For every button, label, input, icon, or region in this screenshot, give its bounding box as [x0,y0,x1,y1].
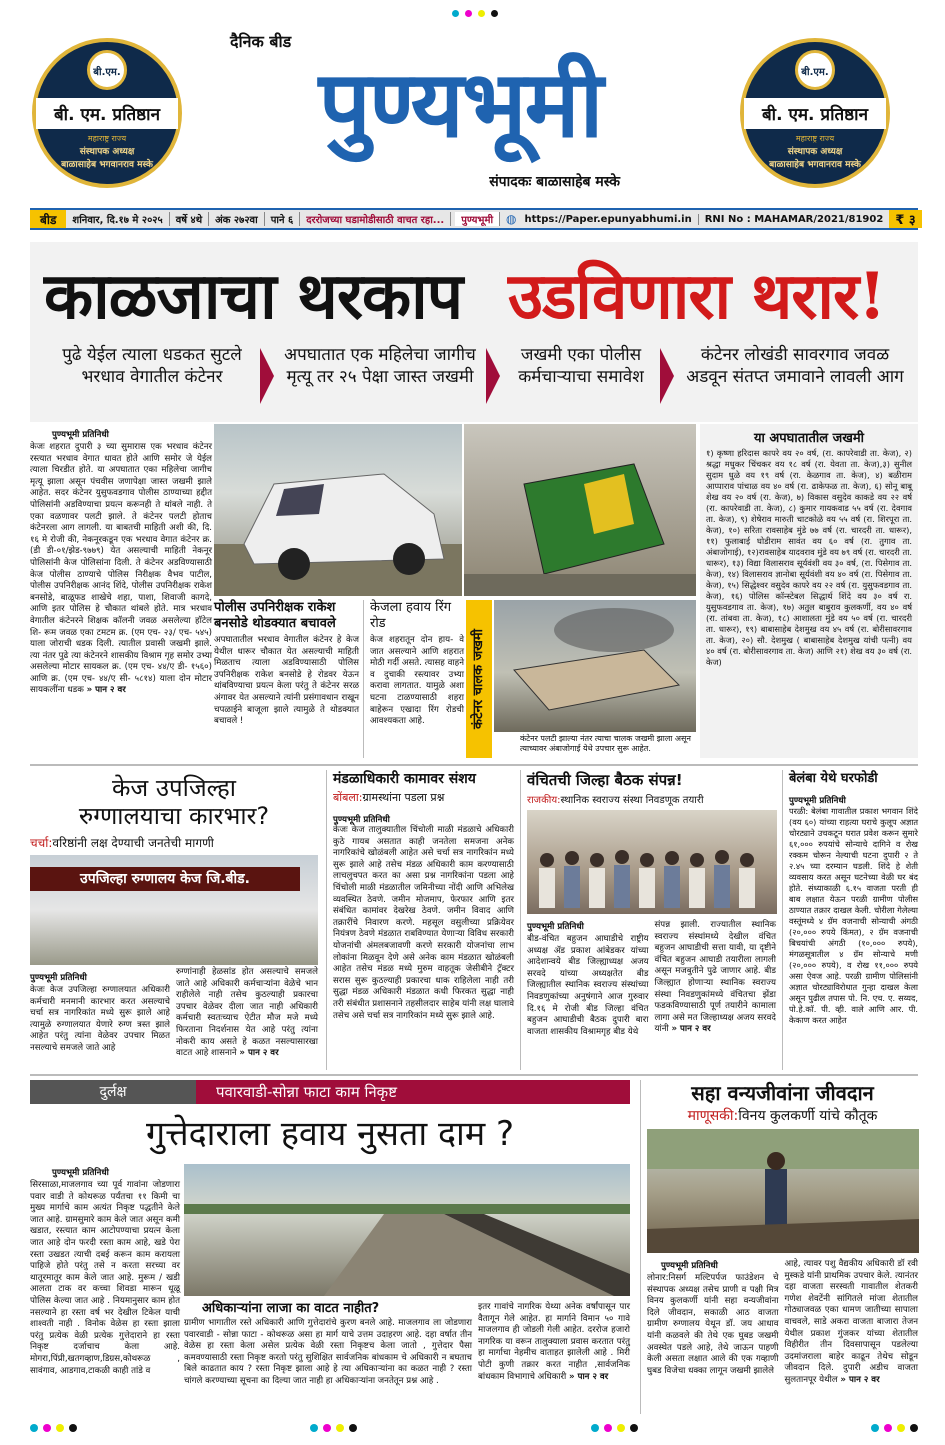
lead-body: केजः शहरात दुपारी ३ च्या सुमारास एक भरधाव कंटेनर रस्त्यात भरधाव वेगात धावत होते आणि समोर जे येईल त्याला चिरडीत होते. या अपघातात एका महिलेचा जागीच मृत्यू झाला असून पंचवीस जणापेक्षा जास्त जखमी झाले आहेत. सदर कंटेनर युसुफवडगाव पोलीस ठाण्याच्या हद्दीत पोलिसांनी अडविण्याचा प्रयत्न करूनही ते थांबले नाही. ते एका वळणावर पलटी झाले. ते कंटेनर पलटी होताच कंटेनरला आग लागली. या बाबतची माहिती अशी की, दि. १६ मे रोजी की, नेकनूरकडून एक भरधाव वेगात कंटेनर क्र. (डी डी-०१/झेड-९७७९) येत असल्याची माहिती नेकनूर पोलिसांनी केज पोलिसांना दिली. ते कंटेनर अडविण्यासाठी केज पोलीस ठाण्याचे पोलिस निरीक्षक वैभव पाटील, पोलीस उपनिरीक्षक आनंद शिंदे, पोलीस उपनिरीक्षक राकेश बनसोडे, बाळूफड शाखेचे शहा, पाशा, शिवाजी कागदे, आणि इतर पोलिस हे चौकात थांबले होते. मात्र भरधाव वेगातील कंटेनरने शिक्षक कॉलनी जवळ असलेल्या हॉटेल शि- रूम जवळ एका टमटम क्र. (एम एच- २३/ एच- ५४५) याला जोराची धडक दिली. त्यातील प्रवासी जखमी झाले. त्या नंतर पुढे त्या कंटेनरने शासकीय विश्राम गृह समोर उभ्या असलेल्या मोटार सायकल क्र. (एम एच- ४४/ए डी- १५६०) आणि क्र. (एम एच- ४४/ए सी- ५८१४) याला दोन मोटार सायकलींना धडक » पान २ वर [30,442,212,696]
seal-founder-name: बाळासाहेब भगवानराव मस्के [61,160,153,170]
story-deck: चर्चा:वरिष्ठांनी लक्ष देण्याची जनतेची मागणी [30,836,214,850]
section-label: दुर्लक्ष [99,1084,127,1100]
daily-label: दैनिक बीड [230,32,292,51]
injured-list-box [700,424,918,758]
seal-founder-name: बाळासाहेब भगवानराव मस्के [769,160,861,170]
highlight-item: कंटेनर लोखंडी सावरगाव जवळ अडवून संतप्त जमावाने लावली आग [686,345,904,387]
vanchit-meeting-story [520,770,776,1070]
seal-founder-label: संस्थापक अध्यक्ष [787,147,843,157]
city-label: बीड [30,210,66,228]
lead-headline-red: उडविणारा थरार! [508,259,886,334]
story-byline: पुण्यभूमी प्रतिनिधी [789,796,846,806]
story-headline: अधिकाऱ्यांना लाजा का वाटत नाहीत? [202,1301,380,1316]
story-body: परळी: बेलंबा गावातील प्रकाश भगवान शिंदे (वय ६०) यांच्या राहत्या घराचे कुलूप अज्ञात चोरट्याने उचकटून घरात प्रवेश करून सुमारे ६१,००० रुपयांचे सोन्याचे दागिने व रोख रक्कम चोरून नेल्याची घटना दुपारी २ ते २.४५ च्या दरम्यान घडली. शिंदे हे शेती व्यवसाय करत असून घटनेच्या वेळी घर बंद होते. संध्याकाळी ६.१५ वाजता परती ही बाब लक्षात येऊन परळी ग्रामीण पोलीस ठाण्यात तक्रार दाखल केली. चोरीला गेलेल्या वस्तूंमध्ये ४ ग्रॅम वजनाची सोन्याची अंगठी (२०,००० रुपये किंमत), २ ग्रॅम वजनाची बिचयांची अंगठी (१०,००० रुपये), मंगळसूत्रातील ४ ग्रॅम सोन्याचे मणी (२०,००० रुपये), व रोख ११,००० रुपये असा ऐवज आहे. परळी ग्रामीण पोलिसांनी अज्ञात चोरट्याविरोधात गुन्हा दाखल केला असून पुढील तपास पो. नि. एच. ए. सय्यद, पो.हे.कॉ. पी. व्ही. वाले आणि आर. पी. केकाण करत आहेत [789,806,918,1025]
price: ₹ ३ [889,210,921,228]
seal-crown: बी.एम. [87,50,127,90]
globe-icon: ◍ [506,212,517,226]
story-body: केजः केज तालुक्यातील चिंचोली माळी मंडळाचे अधिकारी कुठे गायब असतात काही जनतेला समजना अनेक नागरिकांचे खोळंबली आहेत असे चर्चा सत्र नागरिकांन मध्ये सुरू झाले आहे तसेच मंडळ अधिकारी काम करण्यासाठी लाचलुचपत करत का असा प्रश्न नागरिकांना पडला आहे चिंचोली माळी मंडळातील जमिनीच्या नोंदी आणि अभिलेख व्यवस्थित ठेवणे. जमीन मोजमाप, फेरफार आणि इतर संबंधित कामांवर देखरेख ठेवणे. जमीन विवाद आणि तक्रारींचे निवारण करणे. महसूल वसुलीच्या प्रक्रियेवर नियंत्रण ठेवणे मंडळात राबविण्यात येणाऱ्या विविध सरकारी योजनांची अंमलबजावणी करणे सरकारी योजनांचा लाभ लोकांना मिळवून देणे असे अनेक काम मंडळात खोळंबली आहेत तसेच मंडळ मध्ये मुरुम वाहतूक जेसीबीने ट्रॅक्टर सरास सुरू कुठल्याही प्रकारचा धाक राहिलेला नाही तरी सुद्धा मंडळ अधिकारी मंडळात कधी फिरकत सुद्धा नाही तरी संबंधीत प्रशासनाने तहसीलदार साहेब यांनी लक्ष घालावे तसेच असे चर्चा सत्र नागरिकांन मध्ये सुरू झाले आहे. [333,825,514,1021]
continued-link[interactable]: » पान २ वर [671,1024,711,1035]
hospital-photo [30,855,318,965]
editor-line: संपादकः बाळासाहेब मस्के [489,174,620,190]
story-byline: पुण्यभूमी प्रतिनिधी [527,922,584,932]
story-body: बीड-वंचित बहुजन आघाडीचे राष्ट्रीय अध्यक्ष ॲड प्रकाश आंबेडकर यांच्या आदेशान्वये बीड जिल्ह्याध्यक्ष अजय सरवदे यांच्या अध्यक्षतेत बीड जिल्ह्यातील स्थानिक स्वराज्य संस्थांच्या निवडणुकांच्या अनुषंगाने आज गुरुवार दि.१६ मे रोजी बीड जिल्हा वंचित बहुजन आघाडीची बैठक दुपारी बारा वाजता शासकीय विश्रामगृह बीड येथे [527,934,649,1037]
story-body: लोनार:निसर्ग मल्टिपर्पज फाउंडेशन चे संस्थापक अध्यक्ष तसेच प्राणी व पक्षी मित्र विनय कुलकर्णी यांनी सहा वन्यजीवांना दिले जीवदान, सकाळी आठ वाजता ग्रामीण रुग्णालय येथून डॉ. जय आधाव यांनी कळवले की तेथे एक घुबड जखमी अवस्थेत पडले आहे, तेथे जाऊन पाहणी केली असता लक्षात आले की एक गव्हाणी घुबड विजेचा धक्का लागून जखमी झालेले [647,1273,779,1376]
seal-founder-label: संस्थापक अध्यक्ष [79,147,135,157]
story-deck: राजकीय:स्थानिक स्वराज्य संस्था निवडणूक तयारी [527,795,704,806]
story-deck: माणूसकी:विनय कुलकर्णी यांचे कौतूक [687,1108,878,1124]
story-headline: वंचितची जिल्हा बैठक संपन्न! [527,771,683,789]
story-deck: बोंबला:ग्रामस्थांना पडला प्रश्न [333,791,445,804]
police-escape-story [214,600,364,758]
story-byline: पुण्यभूमी प्रतिनिधी [30,973,87,983]
story-headline: मंडळाधिकारी कामावर संशय [333,771,476,787]
continued-link[interactable]: » पान २ वर [840,1374,880,1385]
story-body: रुग्णांनाही हेळसांड होत असल्याचे समजले जाते आहे अधिकारी कर्मचाऱ्यांना वेळेचे भान राहीलेले नाही तसेच कुठल्याही प्रकारचा उपचार वेळेवर दीला जात नाही अधिकारी कर्मचारी स्वतःच्याच ऐटीत मौज मजे मध्ये फिरताना निदर्शनास येत आहे परंतु त्यांना नोकरी काय असते हे कळत नसल्यासारखा वाटत आहे शासनाने » पान २ वर [176,967,318,1059]
epaper-link[interactable]: https://Paper.epunyabhumi.in [519,214,699,225]
road-headline: गुत्तेदाराला हवाय नुसता दाम ? [145,1114,515,1154]
car-illustration [214,424,462,596]
chevron-right-icon [260,348,274,404]
mini-logo: पुण्यभूमी [455,212,500,226]
story-body: आहे, त्यावर पशु वैद्यकीय अधिकारी डॉ रवी मुस्कडे यांनी प्राथमिक उपचार केले. त्यानंतर दहा वाजता सरस्वती गावातील शेतकरी गणेश शेवटेंनी सांगितले मांजा शेतातील गोठ्याजवळ एका धामण जातीच्या सापाला वाचवले, साडे अकरा वाजता बाजारा तेजन येथील प्रकाश गुंजकर यांच्या शेतातील विहीरीत तीन दिवसापासून पडलेल्या उदमांजराला बाहेर काढून तेथेच सोडून जीवदान दिले. दुपारी अडीच वाजता सुलतानपूर येथील » पान २ वर [784,1259,918,1385]
highlight-item: जखमी एका पोलीस कर्मचाऱ्याचा समावेश [518,345,644,387]
masthead-logo [230,30,690,190]
lead-headline-black: काळजाचा थरकाप [44,259,463,334]
story-byline: पुण्यभूमी प्रतिनिधी [52,1168,109,1178]
accident-car-photo [214,424,462,596]
seal-crown: बी.एम. [795,50,835,90]
accident-rickshaw-photo [464,424,696,596]
bm-pratishthan-seal-left [32,38,182,188]
section-divider [30,764,918,766]
registration-marks-bottom [30,1424,918,1434]
bm-pratishthan-seal-right [740,38,890,188]
seal-name: बी. एम. प्रतिष्ठान [36,98,178,129]
seal-name: बी. एम. प्रतिष्ठान [744,98,886,129]
story-body: अपघातातील भरधाव वेगातील कंटेनर हे केज येथील धारूर चौकात येत असल्याची माहिती मिळताच त्याला अडविण्यासाठी पोलिस उपनिरीक्षक राकेश बनसोडे हे रोडवर येऊन थांबविण्याचा प्रयत्न केला परंतु ते कंटेनर सरळ अंगावर येत असल्याने त्यांनी प्रसंगावधान राखून चपळाईने बाजूला झाले त्यामुळे ते थोडक्यात बचावले ! [214,635,359,727]
road-label-bar [30,1080,630,1104]
lead-headline [30,242,918,340]
story-body: केजः केज उपजिल्हा रुग्णालयात अधिकारी कर्मचारी मनमानी कारभार करत असल्याचे चर्चा सत्र नागरिकांत मध्ये सुरू झाले आहे त्यामुळे रुग्णालयात येणारे रुग्ण त्रस्त झाले आहेत परंतु त्यांना वेळेवर उपचार मिळत नसल्याचे समजले जाते आहे [30,985,170,1053]
lead-highlights [30,340,918,422]
container-illustration [494,600,696,732]
road-story-body: सिरसाळा,माजलगाव च्या पूर्व गावांना जोडणारा पवार वाडी ते कोथरूळ पर्यंतचा ११ किमी चा मुख्य मार्गाचे काम अत्यंत निकृष्ट पद्धतीने केले जात आहे. ग्रामसुमारे काम केले जात असून कमी खडात, रस्त्यात काम आटोपण्याचा प्रयत्न केला जात आहे दोन फरदी रस्ता काम आहे, खडे पेरा रस्ता उखडत त्याची दबई करून काम करायला पाहिजे होते परंतु तसे न करता सरच्या वर थातूरमातूर काम केले जात आहे. मुरूम / खडी आलता टाक वर कच्चा शिवडा मारून धूळू पोलिस केल्या जात आहे . नियमानुसार काम होत नसल्याने हा रस्ता वर्ष भर देखील टिकेल याची शाश्वती नाही . विनोक वेळेस हा रस्ता झाला परंतु प्रत्येक वेळी प्रत्येक गुत्तेदाराने हा रस्ता निकृष्ट दर्जाचाच केला आहे. मोगरा,पिंप्री,खतगव्हाण,डिग्रस,कोथरूळ , सावंगाव, आडगाव,टाकळी काही तांडे व [30,1180,180,1376]
container-photo-caption: कंटेनर पलटी झाल्या नंतर त्याचा चालक जखमी झाला असून त्याच्यावर अंबाजोगाई येथे उपचार सुरू आहेत. [520,734,691,753]
rickshaw-illustration [464,424,696,596]
tagline: दररोजच्या घडामोडीसाठी वाचत रहा... [300,212,451,226]
road-illustration [184,1164,630,1296]
issue-info-strip [30,208,918,230]
story-headline: बेलंबा येथे घरफोडी [789,771,878,786]
meeting-group-photo [527,810,777,914]
road-story-body-2: इतर गावांचे नागरिक येथ्या अनेक वर्षांपासून पार वैतागून गेले आहेत. हा मार्गाने विमान ५० गावे माजलगाव ही जोडली गेली आहेत. दररोज हजारो नागरिक या वरून तालुक्याला प्रवास करतात परंतु हा मार्गाचा नेहमीच वाताहत झालेली आहे . मिरी पोटी कुणी तक्रार करत नाहीत ,सार्वजनिक बांधकाम विभागाचे अधिकारी » पान २ वर [478,1302,630,1382]
story-headline: सहा वन्यजीवांना जीवदान [691,1081,874,1105]
injured-list-heading: या अपघातातील जखमी [753,431,865,446]
page-count: पाने ६ [265,212,301,226]
story-headline: केजला हवाय रिंग रोड [370,600,452,631]
story-headline: पोलीस उपनिरीक्षक राकेश बनसोडे थोडक्यात बचावले [214,600,336,631]
story-body: केज शहरातून दोन हाय- वे जात असल्याने आणि शहरात मोठी गर्दी असते. त्यासह वाहने व दुचाकी रस्त्यावर उभ्या करावा लागतात. यामुळे अशा घटना टाळण्यासाठी शहरा बाहेरून एखादा रिंग रोडची आवश्यकता आहे. [370,635,464,727]
highlight-item: अपघातात एक महिलेचा जागीच मृत्यू तर २५ पेक्षा जास्त जखमी [284,345,476,387]
hospital-story [30,770,318,1070]
newspaper-title: पुण्यभूमी [318,51,602,158]
issue-number: अंक २७२वा [209,212,265,226]
wildlife-rescue-photo [647,1129,919,1253]
issue-date: शनिवार, दि.१७ मे २०२५ [66,212,169,226]
overturned-container-photo [494,600,696,732]
chevron-right-icon [660,348,674,404]
story-headline: केज उपजिल्हा रुग्णालयाचा कारभार? [78,774,270,830]
driver-injured-vertical-label: कंटेनर चालक जखमी [466,600,492,758]
hospital-sign: उपजिल्हा रुग्णालय केज जि.बीड. [30,867,300,891]
farmer-field-illustration [647,1129,919,1253]
officials-shame-box [184,1300,472,1412]
wildlife-story [640,1080,918,1414]
registration-marks-top [330,10,620,18]
story-body: ग्रामीण भागातील रस्ते अधिकारी आणि गुत्तेदारांचे कुरण बनले आहे. माजलगाव ला जोडणारा पवारवाडी - सोन्ना फाटा - कोथरूळ असा हा मार्ग याचे उत्तम उदाहरण आहे. दहा वर्षात तीन वेळेस हा रस्ता केला असेल प्रत्येक वेळी रस्ता निकृष्टच केला जातो , गुत्तेदार पैसा कमवण्यासाठी रस्ता निकृष्ट करतो परंतु सुशिक्षित सार्वजनिक बांधकाम चे अधिकारी न बघताच बिले काढतात काय ? रस्ता निकृष्ट झाला आहे हे त्या अधिकाऱ्यांना का कळत नाही ? रस्ता चांगले करण्याच्या सूचना का दिल्या जात नाही हा अधिकाऱ्यांना जनतेतून प्रश्न आहे . [184,1318,472,1386]
group-people-illustration [527,810,777,914]
story-byline: पुण्यभूमी प्रतिनिधी [661,1261,718,1271]
continued-link[interactable]: » पान २ वर [569,1371,609,1382]
issue-year: वर्षे ४थे [170,212,209,226]
continued-link[interactable]: » पान २ वर [86,685,126,696]
ring-road-story [370,600,464,758]
mandal-officer-story [326,770,514,1070]
rni-number: RNI No : MAHAMAR/2021/81902 [704,213,884,225]
section-kicker: पवारवाडी-सोन्ना फाटा काम निकृष्ट [196,1080,630,1104]
highlight-item: पुढे येईल त्याला धडकत सुटले भरधाव वेगातील कंटेनर [62,345,242,387]
section-divider [30,1074,918,1076]
belamba-burglary-story [782,770,918,1070]
chevron-right-icon [486,348,500,404]
road-photo [184,1164,630,1296]
injured-list-body: १) कृष्णा हरिदास कापरे वय २० वर्ष, (रा. कापरेवाडी ता. केज), २) श्रद्धा मधुकर चिंचकर वय १८ वर्ष (रा. येवता ता. केज),३) सुनील सुदाम धुळे वय १९ वर्ष (रा. केळगाव ता. केज), ४) बळीराम आप्पाराव पांचाळ वय ४० वर्ष (रा. ढाकेफळ ता. केज), ६) सोनू बाबू शेख वय २० वर्ष (रा. केज), ७) विकास वसुदेव काकडे वय २२ वर्ष (रा. कापरेवाडी ता. केज), ८) कुमार गायकवाड ५५ वर्ष (रा. देवगाव ता. केज), ९) शेषेराव मारुती चाटकोळे वय ५५ वर्ष (रा. शिरपूरा ता. केज), १०) सरिता रावसाहेब मुंडे ७७ वर्ष (रा. चारदरी ता. धारूर), ११) फुलाबाई घोडीराम सावंत वय ६० वर्ष (रा. तुगाव ता. अंबाजोगाई), १२)रावसाहेब यादवराव मुंडे वय ७९ वर्ष (रा. चारदरी ता. धारूर), १३) विद्या विलासराव सूर्यवंशी वय ३० वर्ष, (रा. पिसेगाव ता. केज), १४) विलासराव ज्ञानोबा सूर्यवंशी वय ४० वर्ष (रा. पिसेगाव ता. केज), १५) सिद्धेश्वर वसुदेव कापरे वय २२ वर्ष (रा. युसुफवडगाव ता. केज), १६) पोलिस कॉन्स्टेबल सिद्धार्थ शिंदे वय ३० वर्ष रा. युसुफवडगाव ता. केज), १७) अतुल बाबुराव कुलकर्णी, वय ४० वर्ष (रा. तांबवा ता. केज), १८) आशालता मुंडे वय ५० वर्ष (रा. चारदरी ता. धारूर), १९) बाबासाहेब देशमुख वय ४५ वर्ष (रा. बोरीसावरगाव ता. केज), २०) सौ. देशमुख ( बाबासाहेब देशमुख यांची पत्नी) वय ४० वर्ष (रा. बोरीसावरगाव ता. केज) आणि २१) शेख वय ३० वर्ष (रा. केज) [706,448,912,667]
lead-byline: पुण्यभूमी प्रतिनिधी [52,430,109,440]
story-byline: पुण्यभूमी प्रतिनिधी [333,815,390,825]
continued-link[interactable]: » पान २ वर [239,1048,279,1059]
story-body: संपन्न झाली. राज्यातील स्थानिक स्वराज्य संस्थांमध्ये देखील वंचित बहुजन आघाडीची सत्ता यावी, या दृष्टीने वंचित बहुजन आघाडी तयारीला लागली असून मजबुतीने पुढे जाणार आहे. बीड जिल्ह्यात होणाऱ्या स्थानिक स्वराज्य संस्था निवडणुकांमध्ये वंचितचा झेंडा फडकविण्यासाठी पूर्ण तयारीने कामाला लागा असे मत जिल्हाध्यक्ष अजय सरवदे यांनी » पान २ वर [654,920,776,1035]
seal-state: महाराष्ट्र राज्य [87,134,127,143]
seal-state: महाराष्ट्र राज्य [795,134,835,143]
